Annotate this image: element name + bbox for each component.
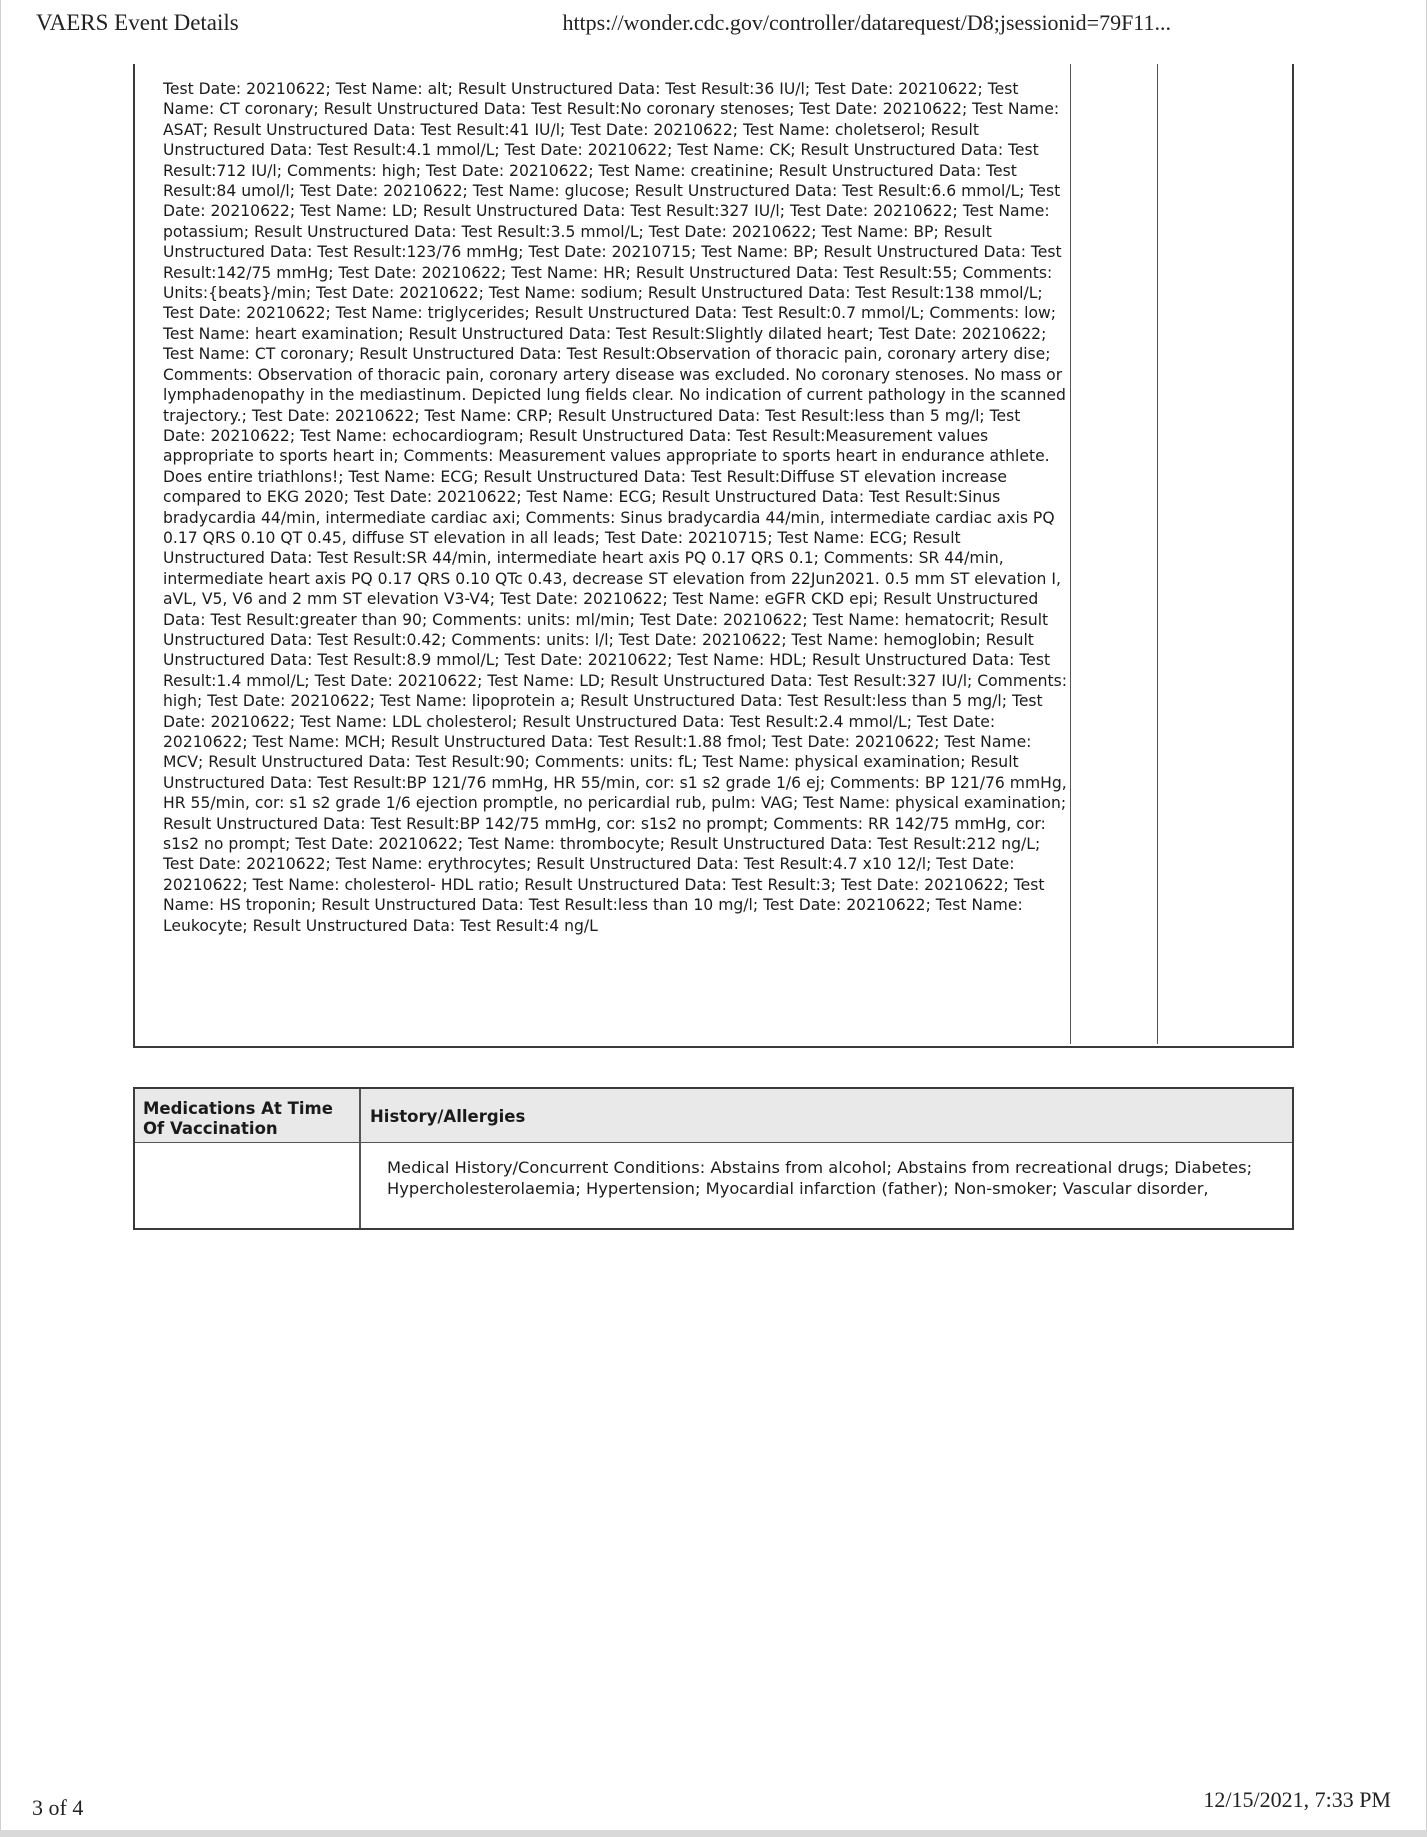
history-allergies-value: Medical History/Concurrent Conditions: Abstains from alcohol; Abstains from recreational drugs; Diabetes; Hypercholesterolaemia; Hypertension; Myocardial infarction (father); Non-smoker; Vascular disorder, <box>387 1158 1253 1198</box>
lab-results-text: Test Date: 20210622; Test Name: alt; Result Unstructured Data: Test Result:36 IU/l; Test Date: 20210622; Test Name: CT coronary; Result Unstructured Data: Test Result:No coronary stenoses; Test Date: 20210622; Test Name: ASAT; Result Unstructured Data: Test Result:41 IU/l; Test Date: 20210622; Test Name: choletserol; Result Unstructured Data: Test Result:4.1 mmol/L; Test Date: 20210622; Test Name: CK; Result Unstructured Data: Test Result:712 IU/l; Comments: high; Test Date: 20210622; Test Name: creatinine; Result Unstructured Data: Test Result:84 umol/l; Test Date: 20210622; Test Name: glucose; Result Unstructured Data: Test Result:6.6 mmol/L; Test Date: 20210622; Test Name: LD; Result Unstructured Data: Test Result:327 IU/l; Test Date: 20210622; Test Name: potassium; Result Unstructured Data: Test Result:3.5 mmol/L; Test Date: 20210622; Test Name: BP; Result Unstructured Data: Test Result:123/76 mmHg; Test Date: 20210715; Test Name: BP; Result Unstructured Data: Test Result:142/75 mmHg; Test Date: 20210622; Test Name: HR; Result Unstructured Data: Test Result:55; Comments: Units:{beats}/min; Test Date: 20210622; Test Name: sodium; Result Unstructured Data: Test Result:138 mmol/L; Test Date: 20210622; Test Name: triglycerides; Result Unstructured Data: Test Result:0.7 mmol/L; Comments: low; Test Name: heart examination; Result Unstructured Data: Test Result:Slightly dilated heart; Test Date: 20210622; Test Name: CT coronary; Result Unstructured Data: Test Result:Observation of thoracic pain, coronary artery dise; Comments: Observation of thoracic pain, coronary artery disease was excluded. No coronary stenoses. No mass or lymphadenopathy in the mediastinum. Depicted lung fields clear. No indication of current pathology in the scanned trajectory.; Test Date: 20210622; Test Name: CRP; Result Unstructured Data: Test Result:less than 5 mg/l; Test Date: 20210622; Test Name: echocardiogram; Result Unstructured Data: Test Result:Measurement values appropriate to sports heart in; Comments: Measurement values appropriate to sports heart in endurance athlete. Does entire triathlons!; Test Name: ECG; Result Unstructured Data: Test Result:Diffuse ST elevation increase compared to EKG 2020; Test Date: 20210622; Test Name: ECG; Result Unstructured Data: Test Result:Sinus bradycardia 44/min, intermediate cardiac axi; Comments: Sinus bradycardia 44/min, intermediate cardiac axis PQ 0.17 QRS 0.10 QT 0.45, diffuse ST elevation in all leads; Test Date: 20210715; Test Name: ECG; Result Unstructured Data: Test Result:SR 44/min, intermediate heart axis PQ 0.17 QRS 0.1; Comments: SR 44/min, intermediate heart axis PQ 0.17 QRS 0.10 QTc 0.43, decrease ST elevation from 22Jun2021. 0.5 mm ST elevation I, aVL, V5, V6 and 2 mm ST elevation V3-V4; Test Date: 20210622; Test Name: eGFR CKD epi; Result Unstructured Data: Test Result:greater than 90; Comments: units: ml/min; Test Date: 20210622; Test Name: hematocrit; Result Unstructured Data: Test Result:0.42; Comments: units: l/l; Test Date: 20210622; Test Name: hemoglobin; Result Unstructured Data: Test Result:8.9 mmol/L; Test Date: 20210622; Test Name: HDL; Result Unstructured Data: Test Result:1.4 mmol/L; Test Date: 20210622; Test Name: LD; Result Unstructured Data: Test Result:327 IU/l; Comments: high; Test Date: 20210622; Test Name: lipoprotein a; Result Unstructured Data: Test Result:less than 5 mg/l; Test Date: 20210622; Test Name: LDL cholesterol; Result Unstructured Data: Test Result:2.4 mmol/L; Test Date: 20210622; Test Name: MCH; Result Unstructured Data: Test Result:1.88 fmol; Test Date: 20210622; Test Name: MCV; Result Unstructured Data: Test Result:90; Comments: units: fL; Test Name: physical examination; Result Unstructured Data: Test Result:BP 121/76 mmHg, HR 55/min, cor: s1 s2 grade 1/6 ej; Comments: BP 121/76 mmHg, HR 55/min, cor: s1 s2 grade 1/6 ejection promptle, no pericardial rub, pulm: VAG; Test Name: physical examination; Result Unstructured Data: Test Result:BP 142/75 mmHg, cor: s1s2 no prompt; Comments: RR 142/75 mmHg, cor: s1s2 no prompt; Test Date: 20210622; Test Name: thrombocyte; Result Unstructured Data: Test Result:212 ng/L; Test Date: 20210622; Test Name: erythrocytes; Result Unstructured Data: Test Result:4.7 x10 12/l; Test Date: 20210622; Test Name: cholesterol- HDL ratio; Result Unstructured Data: Test Result:3; Test Date: 20210622; Test Name: HS troponin; Result Unstructured Data: Test Result:less than 10 mg/l; Test Date: 20210622; Test Name: Leukocyte; Result Unstructured Data: Test Result:4 ng/L <box>163 80 1068 935</box>
lab-results-cell <box>135 64 1071 1044</box>
print-header-url: https://wonder.cdc.gov/controller/datarequest/D8;jsessionid=79F11... <box>562 10 1171 35</box>
print-datetime: 12/15/2021, 7:33 PM <box>1203 1787 1391 1812</box>
lab-results-empty-cell <box>1071 64 1158 1044</box>
history-allergies-header: History/Allergies <box>370 1107 526 1126</box>
table-header-row <box>135 1089 1292 1143</box>
page-number: 3 of 4 <box>32 1795 84 1820</box>
medications-history-table <box>133 1087 1294 1230</box>
medications-header: Medications At Time Of Vaccination <box>143 1099 333 1138</box>
page-edge-left <box>0 0 1 1837</box>
column-divider <box>359 1089 361 1228</box>
page-edge-bottom <box>0 1830 1427 1837</box>
lab-results-table <box>133 64 1294 1048</box>
print-header-title: VAERS Event Details <box>36 10 239 35</box>
